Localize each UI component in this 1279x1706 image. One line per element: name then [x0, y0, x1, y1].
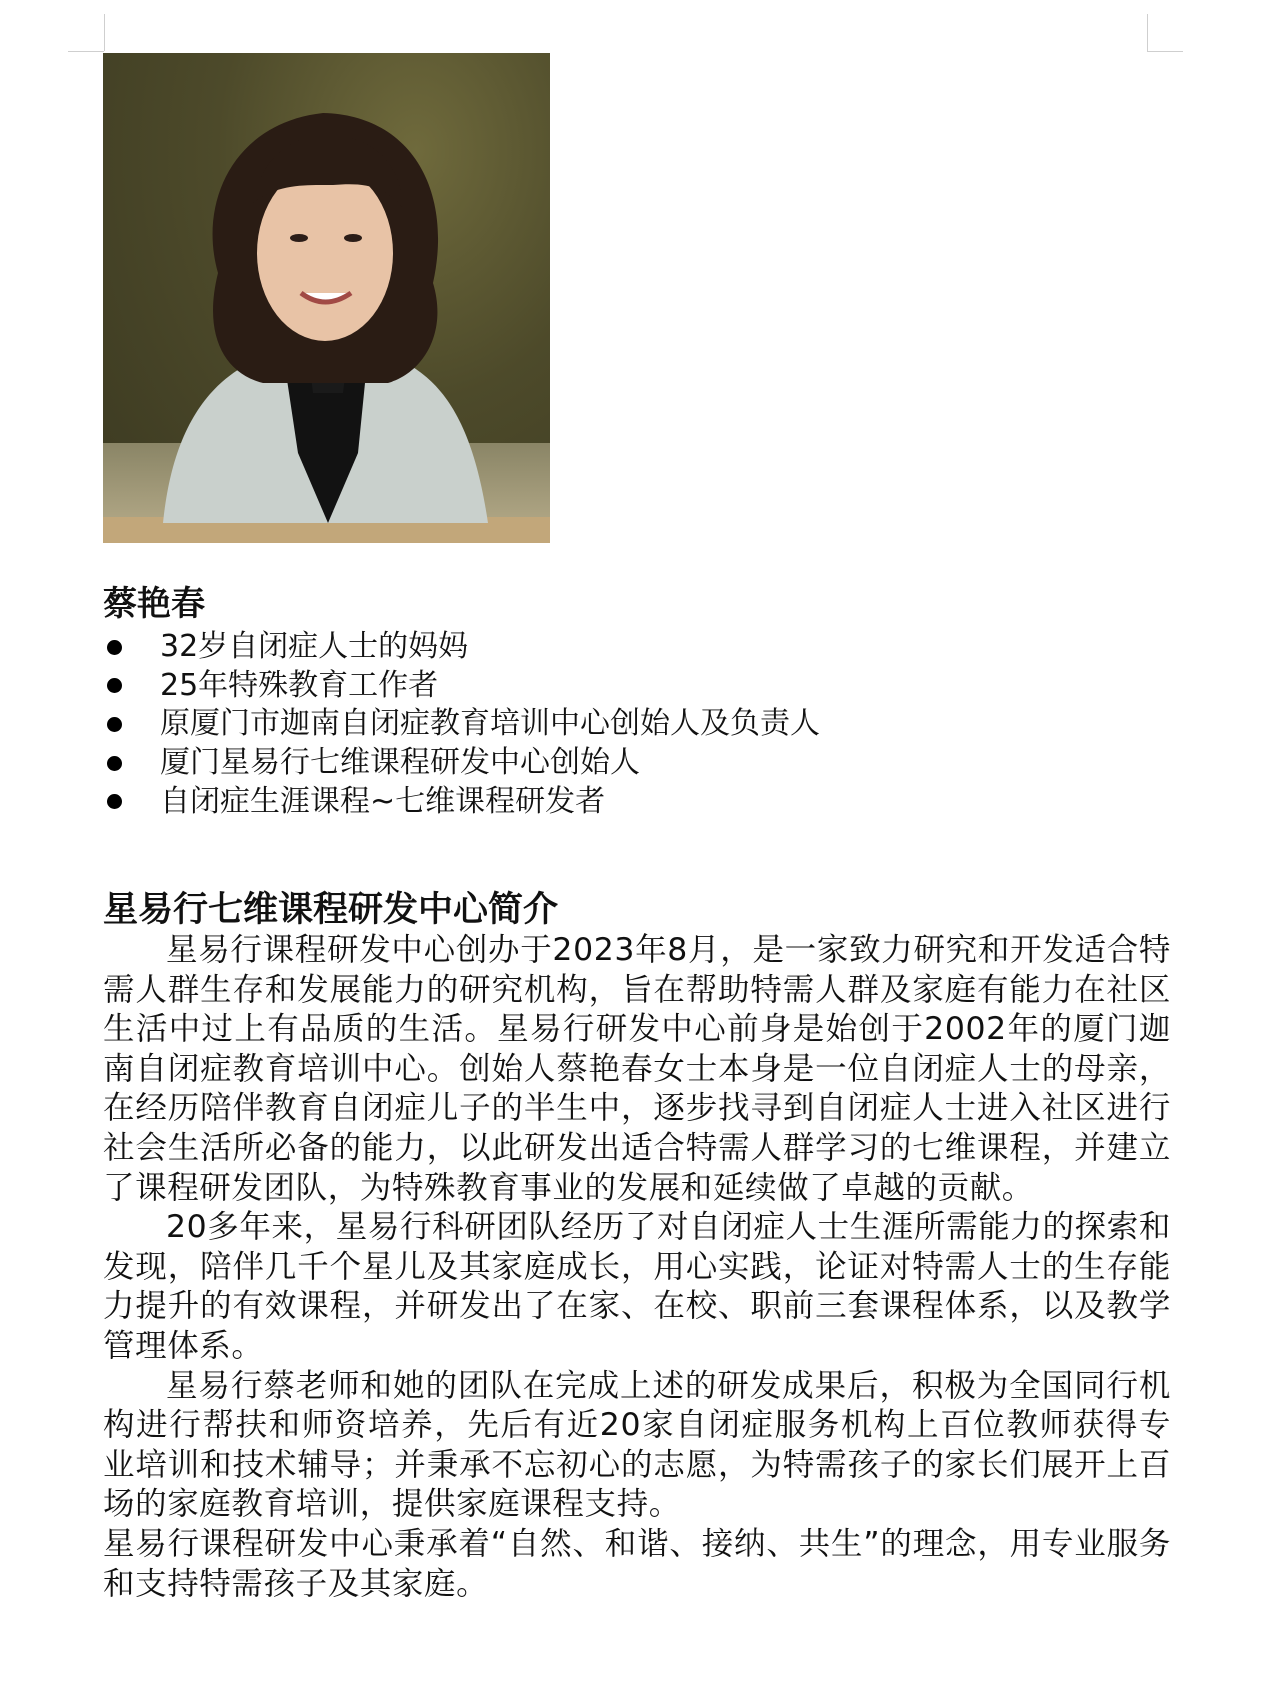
list-item	[103, 667, 820, 706]
crop-mark-top-left	[104, 14, 105, 51]
bullet-icon	[107, 717, 122, 732]
list-item-text: 25年特殊教育工作者	[160, 667, 439, 703]
bullet-icon	[107, 756, 122, 771]
bullet-icon	[107, 794, 122, 809]
intro-body	[103, 931, 1171, 1604]
portrait-photo	[103, 53, 550, 543]
list-item-text: 厦门星易行七维课程研发中心创始人	[160, 745, 640, 781]
person-name: 蔡艳春	[103, 584, 205, 624]
credentials-list	[103, 628, 820, 821]
section-title: 星易行七维课程研发中心简介	[103, 890, 559, 930]
paragraph: 20多年来，星易行科研团队经历了对自闭症人士生涯所需能力的探索和发现，陪伴几千个星儿及其家庭成长，用心实践，论证对特需人士的生存能力提升的有效课程，并研发出了在家、在校、职前三套课程体系，以及教学管理体系。	[103, 1209, 1171, 1364]
bullet-icon	[107, 640, 122, 655]
list-item-text: 自闭症生涯课程~七维课程研发者	[160, 783, 606, 819]
paragraph: 星易行课程研发中心创办于2023年8月，是一家致力研究和开发适合特需人群生存和发展能力的研究机构，旨在帮助特需人群及家庭有能力在社区生活中过上有品质的生活。星易行研发中心前身是始创于2002年的厦门迦南自闭症教育培训中心。创始人蔡艳春女士本身是一位自闭症人士的母亲，在经历陪伴教育自闭症儿子的半生中，逐步找寻到自闭症人士进入社区进行社会生活所必备的能力，以此研发出适合特需人群学习的七维课程，并建立了课程研发团队，为特殊教育事业的发展和延续做了卓越的贡献。	[103, 932, 1171, 1206]
bullet-icon	[107, 678, 122, 693]
list-item	[103, 782, 820, 821]
crop-mark-top-right	[1147, 14, 1148, 51]
list-item-text: 原厦门市迦南自闭症教育培训中心创始人及负责人	[160, 706, 820, 742]
paragraph: 星易行课程研发中心秉承着“自然、和谐、接纳、共生”的理念，用专业服务和支持特需孩子及其家庭。	[103, 1525, 1171, 1602]
list-item-text: 32岁自闭症人士的妈妈	[160, 629, 469, 665]
crop-mark-top-left	[68, 51, 104, 52]
crop-mark-top-right	[1147, 51, 1183, 52]
list-item	[103, 705, 820, 744]
list-item	[103, 744, 820, 783]
list-item	[103, 628, 820, 667]
paragraph: 星易行蔡老师和她的团队在完成上述的研发成果后，积极为全国同行机构进行帮扶和师资培养，先后有近20家自闭症服务机构上百位教师获得专业培训和技术辅导；并秉承不忘初心的志愿，为特需孩子的家长们展开上百场的家庭教育培训，提供家庭课程支持。	[103, 1367, 1171, 1523]
